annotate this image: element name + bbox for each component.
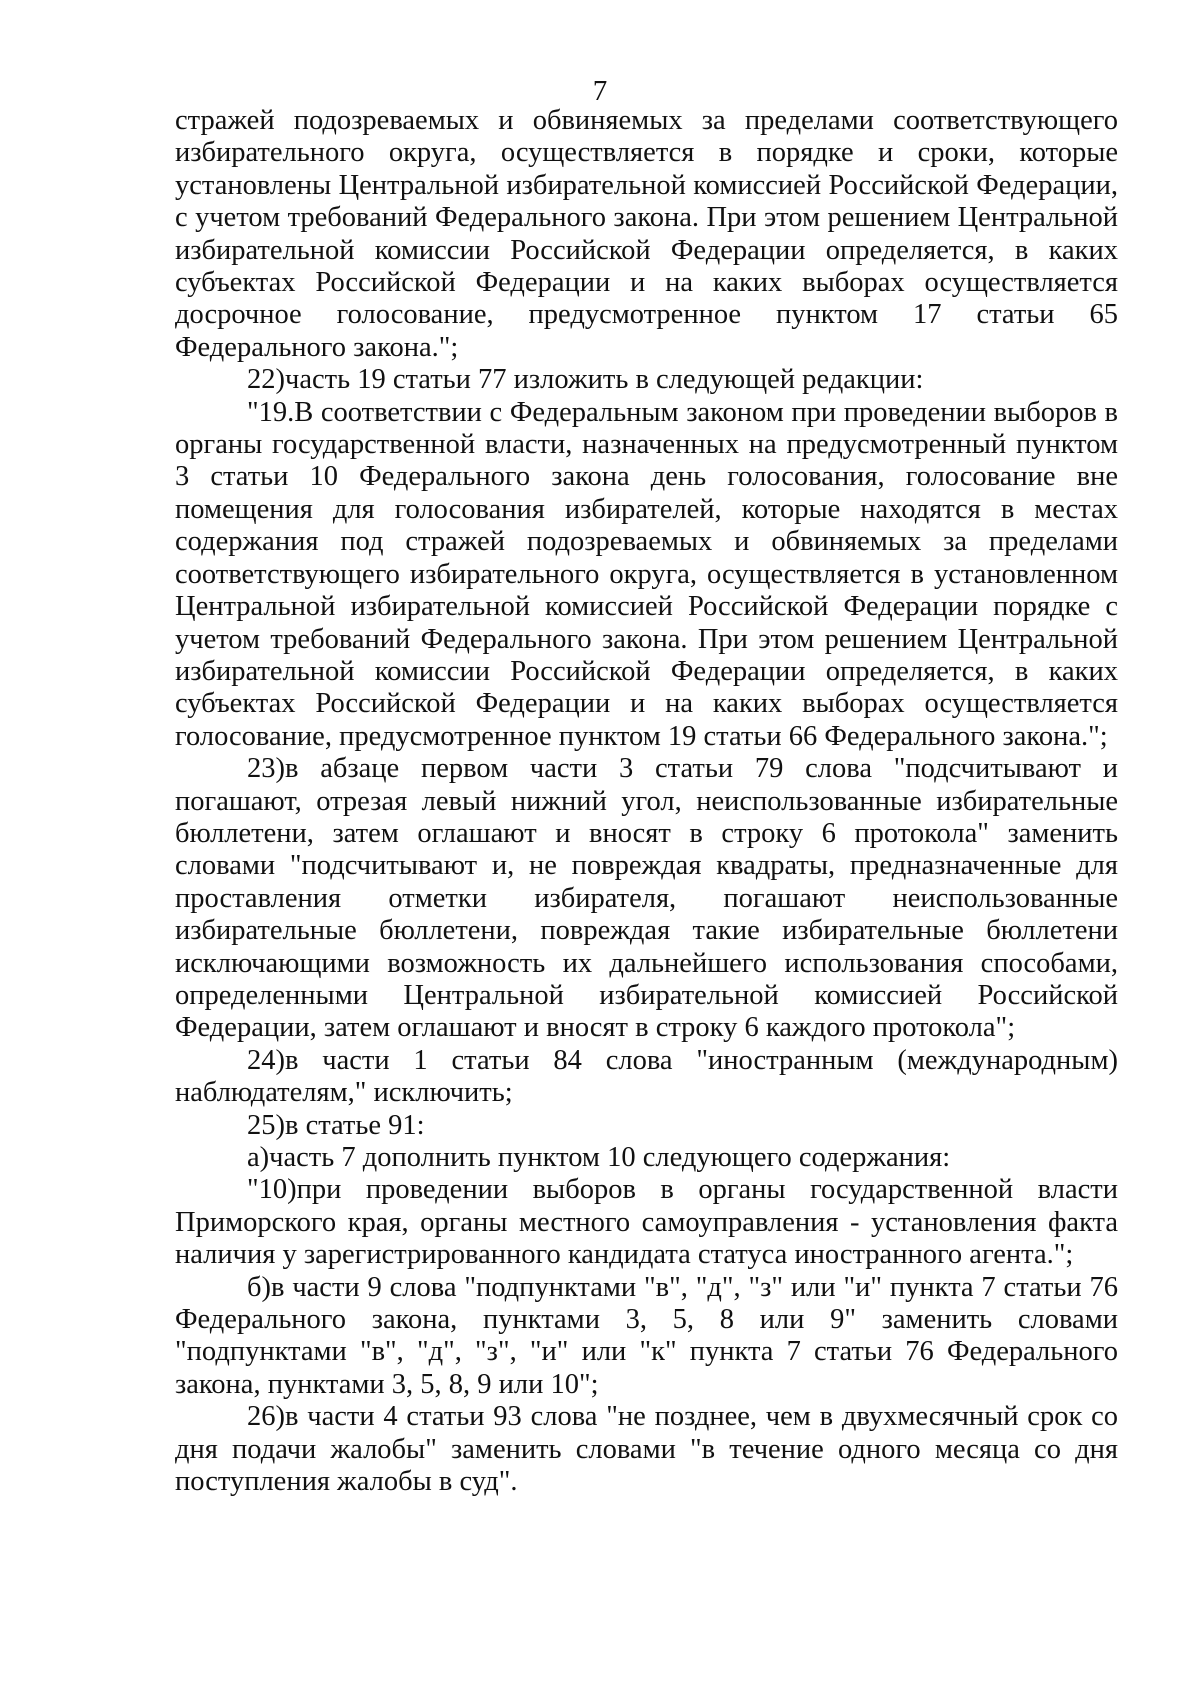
paragraph-quote-19: "19.В соответствии с Федеральным законом при проведении выборов в органы государственной власти, назначенных на предусмотренный пунктом 3 статьи 10 Федерального закона день голосования, голосование вне помещения для голосования избирателей, которые находятся в местах содержания под стражей подозреваемых и обвиняемых за пределами соответствующего избирательного округа, осуществляется в установленном Центральной избирательной комиссией Российской Федерации порядке с учетом требований Федерального закона. При этом решением Центральной избирательной комиссии Российской Федерации определяется, в каких субъектах Российской Федерации и на каких выборах осуществляется голосование, предусмотренное пунктом 19 статьи 66 Федерального закона.";: [175, 396, 1118, 752]
paragraph-item-25: 25)в статье 91:: [247, 1109, 425, 1141]
paragraph-continuation: стражей подозреваемых и обвиняемых за пределами соответствующего избирательного округа, осуществляется в порядке и сроки, которые установлены Центральной избирательной комиссией Российской Федерации, с учетом требований Федерального закона. При этом решением Центральной избирательной комиссии Российской Федерации определяется, в каких субъектах Российской Федерации и на каких выборах осуществляется досрочное голосование, предусмотренное пунктом 17 статьи 65 Федерального закона.";: [175, 105, 1118, 363]
paragraph-item-25a: а)часть 7 дополнить пунктом 10 следующего содержания:: [247, 1142, 951, 1173]
document-body: [175, 105, 1118, 1498]
paragraph-item-25b: б)в части 9 слова "подпунктами "в", "д", "з" или "и" пункта 7 статьи 76 Федерального закона, пунктами 3, 5, 8 или 9" заменить словами "подпунктами "в", "д", "з", "и" или "к" пункта 7 статьи 76 Федерального закона, пунктами 3, 5, 8, 9 или 10";: [175, 1271, 1118, 1400]
paragraph-item-24: 24)в части 1 статьи 84 слова "иностранным (международным) наблюдателям," исключить;: [175, 1044, 1118, 1109]
paragraph-quote-10: "10)при проведении выборов в органы государственной власти Приморского края, органы местного самоуправления - установления факта наличия у зарегистрированного кандидата статуса иностранного агента.";: [175, 1174, 1118, 1271]
page-number: 7: [592, 75, 608, 107]
paragraph-item-23: 23)в абзаце первом части 3 статьи 79 слова "подсчитывают и погашают, отрезая левый нижний угол, неиспользованные избирательные бюллетени, затем оглашают и вносят в строку 6 протокола" заменить словами "подсчитывают и, не повреждая квадраты, предназначенные для проставления отметки избирателя, погашают неиспользованные избирательные бюллетени, повреждая такие избирательные бюллетени исключающими возможность их дальнейшего использования способами, определенными Центральной избирательной комиссией Российской Федерации, затем оглашают и вносят в строку 6 каждого протокола";: [175, 753, 1118, 1044]
paragraph-item-22: 22)часть 19 статьи 77 изложить в следующей редакции:: [247, 364, 924, 396]
paragraph-item-26: 26)в части 4 статьи 93 слова "не позднее, чем в двухмесячный срок со дня подачи жалобы" заменить словами "в течение одного месяца со дня поступления жалобы в суд".: [175, 1401, 1118, 1498]
